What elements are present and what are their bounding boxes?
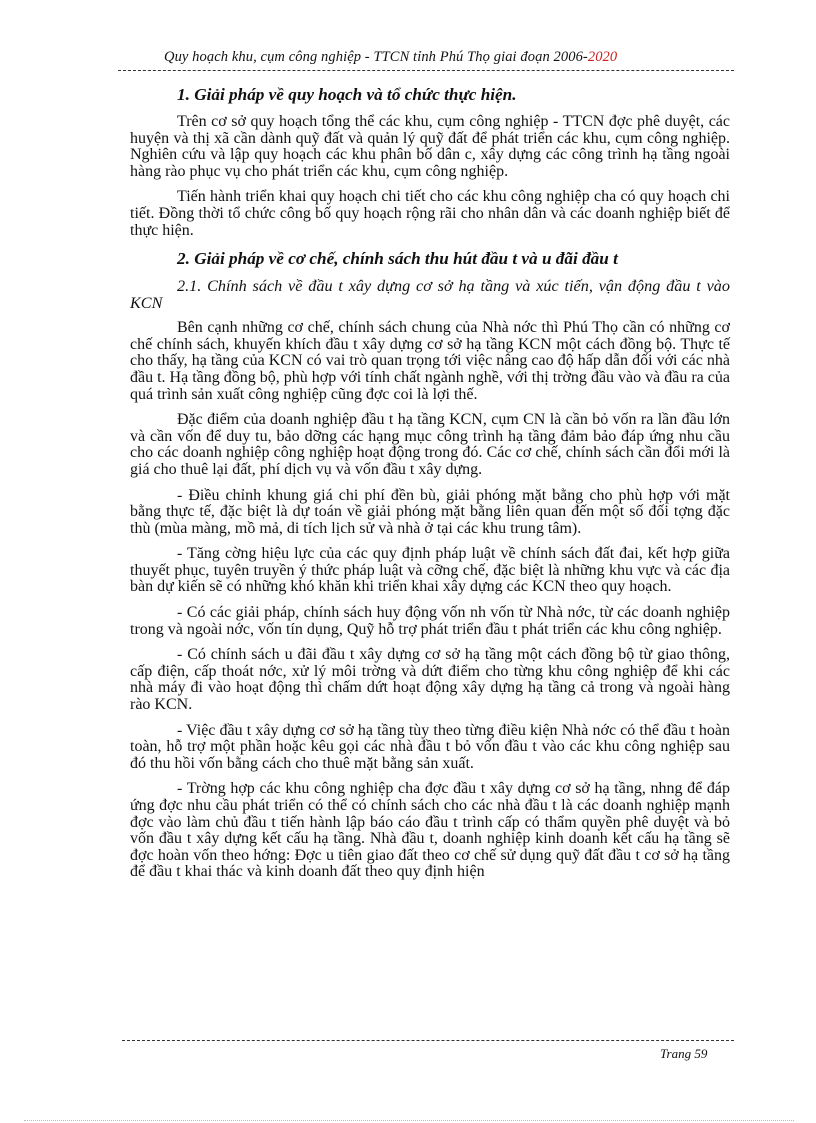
section-heading-2: 2. Giải pháp về cơ chế, chính sách thu hút đầu t và u đãi đầu t [177,249,618,269]
paragraph: - Có các giải pháp, chính sách huy động vốn nh vốn từ Nhà nớc, từ các doanh nghiệp trong và ngoài nớc, vốn tín dụng, Quỹ hỗ trợ phát triển đầu t phát triển các khu công nghiệp. [130,604,730,638]
paragraph: Tiến hành triển khai quy hoạch chi tiết cho các khu công nghiệp cha có quy hoạch chi tiết. Đồng thời tổ chức công bố quy hoạch rộng rãi cho nhân dân và các doanh nghiệp biết để thực hiện. [130,188,730,239]
paragraph: Đặc điểm của doanh nghiệp đầu t hạ tầng KCN, cụm CN là cần bỏ vốn ra lần đầu lớn và cần vốn để duy tu, bảo dỡng các hạng mục công trình hạ tầng đảm bảo đáp ứng nhu cầu cho các doanh nghiệp công nghiệp hoạt động trong đó. Các cơ chế, chính sách cần đổi mới là giá cho thuê lại đất, phí dịch vụ và vốn đầu t xây dựng. [130,411,730,478]
header-year: 2020 [587,49,618,65]
paragraph: - Điều chỉnh khung giá chi phí đền bù, giải phóng mặt bằng cho phù hợp với mặt bằng thực tế, đặc biệt là dự toán về giải phóng mặt bằng liên quan đến một số đối tợng đặc thù (mùa màng, mồ mả, di tích lịch sử và nhà ở tại các khu trung tâm). [130,486,730,537]
document-body [130,84,730,890]
page-header [118,48,734,71]
subsection-heading-2-1: 2.1. Chính sách về đầu t xây dựng cơ sở hạ tầng và xúc tiến, vận động đầu t vào KCN [130,277,730,313]
paragraph: - Trờng hợp các khu công nghiệp cha đợc đầu t xây dựng cơ sở hạ tầng, nhng để đáp ứng đợc nhu cầu phát triển có thể có chính sách cho các nhà đầu t là các doanh nghiệp mạnh đợc vào làm chủ đầu t tiến hành lập báo cáo đầu t trình cấp có thẩm quyền phê duyệt và bỏ vốn đầu t xây dựng kết cấu hạ tầng. Nhà đầu t, doanh nghiệp kinh doanh kết cấu hạ tầng sẽ đợc hoàn vốn theo hớng: Đợc u tiên giao đất theo cơ chế sử dụng quỹ đất đầu t cơ sở hạ tầng để đầu t khai thác và kinh doanh đất theo quy định hiện [130,780,730,881]
paragraph: Trên cơ sở quy hoạch tổng thể các khu, cụm công nghiệp - TTCN đợc phê duyệt, các huyện và thị xã cần dành quỹ đất và quản lý quỹ đất để phát triển các khu, cụm công nghiệp. Nghiên cứu và lập quy hoạch các khu phân bố dân c, xây dựng các công trình hạ tầng ngoài hàng rào phục vụ cho phát triển các khu, cụm công nghiệp. [130,113,730,180]
section-heading-1: 1. Giải pháp về quy hoạch và tổ chức thực hiện. [177,85,517,104]
page-number: Trang 59 [660,1046,708,1061]
page-bottom-border [24,1120,794,1121]
paragraph: - Có chính sách u đãi đầu t xây dựng cơ sở hạ tầng một cách đồng bộ từ giao thông, cấp điện, cấp thoát nớc, xử lý môi trờng và dứt điểm cho từng khu công nghiệp để khi các nhà máy đi vào hoạt động thì chấm dứt hoạt động xây dựng hạ tầng cả trong và ngoài hàng rào KCN. [130,646,730,714]
paragraph: - Việc đầu t xây dựng cơ sở hạ tầng tùy theo từng điều kiện Nhà nớc có thể đầu t hoàn toàn, hỗ trợ một phần hoặc kêu gọi các nhà đầu t bỏ vốn đầu t vào các khu công nghiệp sau đó thu hồi vốn bằng cách cho thuê mặt bằng sản xuất. [130,721,730,772]
paragraph: Bên cạnh những cơ chế, chính sách chung của Nhà nớc thì Phú Thọ cần có những cơ chế chính sách, khuyến khích đầu t xây dựng cơ sở hạ tầng KCN một cách đồng bộ. Thực tế cho thấy, hạ tầng của KCN có vai trò quan trọng tới việc nâng cao độ hấp dẫn đối với các nhà đầu t. Hạ tầng đồng bộ, phù hợp với tính chất ngành nghề, với thị trờng đầu vào và đầu ra của quá trình sản xuất công nghiệp cũng đợc coi là lợi thế. [130,319,730,403]
header-title [164,49,617,66]
header-title-text: Quy hoạch khu, cụm công nghiệp - TTCN tỉnh Phú Thọ giai đoạn 2006- [164,49,588,65]
footer-divider [122,1040,734,1041]
paragraph: - Tăng cờng hiệu lực của các quy định pháp luật về chính sách đất đai, kết hợp giữa thuyết phục, tuyên truyền ý thức pháp luật và cỡng chế, đặc biệt là những khu vực và các địa bàn dự kiến sẽ có những khó khăn khi triển khai xây dựng các KCN theo quy hoạch. [130,545,730,596]
